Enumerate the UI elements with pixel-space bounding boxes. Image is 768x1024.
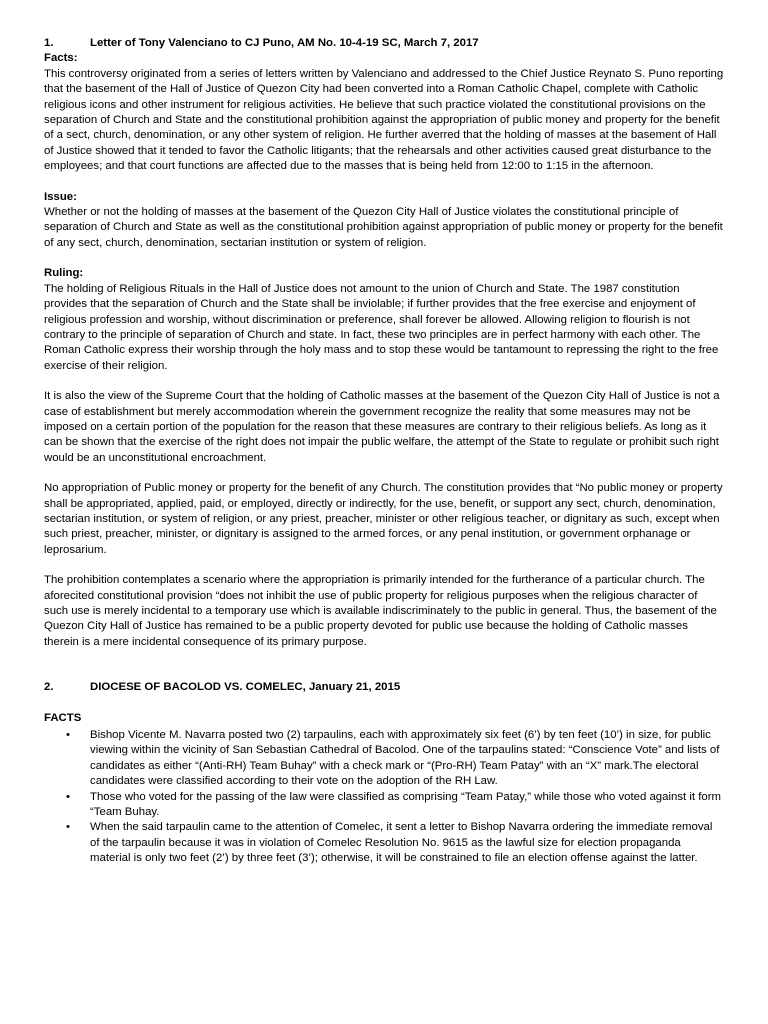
list-item-text: When the said tarpaulin came to the attention of Comelec, it sent a letter to Bishop Navarra ordering the immediate removal of the tarpaulin because it was in violation of Comelec Resolution No. 9615 as the lawful size for election propaganda material is only two feet (2’) by three feet (3’); otherwise, it will be constrained to file an election offense against the latter. [90, 821, 713, 865]
list-item [44, 820, 724, 866]
case-1-issue-label: Issue: [44, 190, 77, 203]
bullet-icon: • [66, 821, 70, 834]
case-1-ruling-paragraph: No appropriation of Public money or property for the benefit of any Church. The constitution provides that “No public money or property shall be appropriated, applied, paid, or employed, directly or indirectly, for the use, benefit, or support any sect, church, denomination, sectarian institution, or system of religion, or any priest, preacher, minister or other religious teacher, or dignitary as such, except when such priest, preacher, minister, or dignitary is assigned to the armed forces, or any penal institution, or government orphanage or leprosarium. [44, 482, 723, 556]
case-1-title: Letter of Tony Valenciano to CJ Puno, AM No. 10-4-19 SC, March 7, 2017 [90, 37, 479, 49]
case-2-title: DIOCESE OF BACOLOD VS. COMELEC, January 21, 2015 [90, 681, 401, 694]
case-1-facts-label: Facts: [44, 52, 78, 65]
case-1-heading [44, 36, 724, 51]
list-item [44, 728, 724, 790]
case-1-ruling-paragraph: It is also the view of the Supreme Court that the holding of Catholic masses at the basement of the Quezon City Hall of Justice is not a case of establishment but merely accommodation wherein the government recognize the reality that some measures may not be imposed on a certain portion of the population for the reason that these measures are contrary to their religious beliefs. As long as it can be shown that the exercise of the right does not impair the public welfare, the attempt of the State to regulate or prohibit such right would be an unconstitutional encroachment. [44, 390, 720, 464]
case-1-ruling-paragraph: The prohibition contemplates a scenario where the appropriation is primarily intended for the furtherance of a particular church. The aforecited constitutional provision “does not inhibit the use of public property for religious purposes when the religious character of such use is merely incidental to a temporary use which is available indiscriminately to the public in general. Thus, the basement of the Quezon City Hall of Justice has remained to be a public property devoted for public use because the holding of Catholic masses therein is a mere incidental consequence of its primary purpose. [44, 574, 717, 648]
case-1-issue-text: Whether or not the holding of masses at the basement of the Quezon City Hall of Justice violates the constitutional principle of separation of Church and State as well as the constitutional prohibition against appropriation of public money or property for the benefit of any sect, church, denomination, sectarian institution or system of religion. [44, 206, 723, 249]
case-1-ruling-label: Ruling: [44, 267, 84, 280]
case-2-number: 2. [44, 681, 54, 694]
case-2-facts-list [44, 728, 724, 867]
case-1-number: 1. [44, 37, 54, 49]
case-2-facts-label: FACTS [44, 711, 82, 724]
bullet-icon: • [66, 729, 70, 742]
case-2-heading [44, 680, 724, 695]
case-1-ruling-paragraph: The holding of Religious Rituals in the Hall of Justice does not amount to the union of Church and State. The 1987 constitution provides that the separation of Church and the State shall be inviolable; if further provides that the free exercise and enjoyment of religious profession and worship, without discrimination or preference, shall forever be allowed. Allowing religion to flourish is not contrary to the principle of separation of Church and state. In fact, these two principles are in perfect harmony with each other. The Roman Catholic express their worship through the holy mass and to stop these would be tantamount to repressing the right to the free exercise of their religion. [44, 282, 719, 372]
list-item-text: Those who voted for the passing of the law were classified as comprising “Team Patay,” while those who voted against it form “Team Buhay. [90, 790, 722, 819]
bullet-icon: • [66, 790, 70, 803]
case-1-facts-text: This controversy originated from a series of letters written by Valenciano and addressed to the Chief Justice Reynato S. Puno reporting that the basement of the Hall of Justice of Quezon City had been converted into a Roman Catholic Chapel, complete with Catholic religious icons and other instrument for religious activities. He believe that such practice violated the constitutional provisions on the separation of Church and State and the constitutional prohibition against the appropriation of public money and property for the benefit of a sect, church, denomination, or any other system of religion. He further averred that the holding of masses at the basement of Hall of Justice showed that it tended to favor the Catholic litigants; that the rehearsals and other activities caused great disturbance to the employees; and that court functions are affected due to the masses that is being held from 12:00 to 1:15 in the afternoon. [44, 67, 724, 173]
list-item [44, 790, 724, 821]
list-item-text: Bishop Vicente M. Navarra posted two (2) tarpaulins, each with approximately six feet (6’) by ten feet (10’) in size, for public viewing within the vicinity of San Sebastian Cathedral of Bacolod. One of the tarpaulins stated: “Conscience Vote” and lists of candidates as either “(Anti-RH) Team Buhay” with a check mark or “(Pro-RH) Team Patay” with an “X” mark.The electoral candidates were classified according to their vote on the adoption of the RH Law. [90, 729, 720, 788]
